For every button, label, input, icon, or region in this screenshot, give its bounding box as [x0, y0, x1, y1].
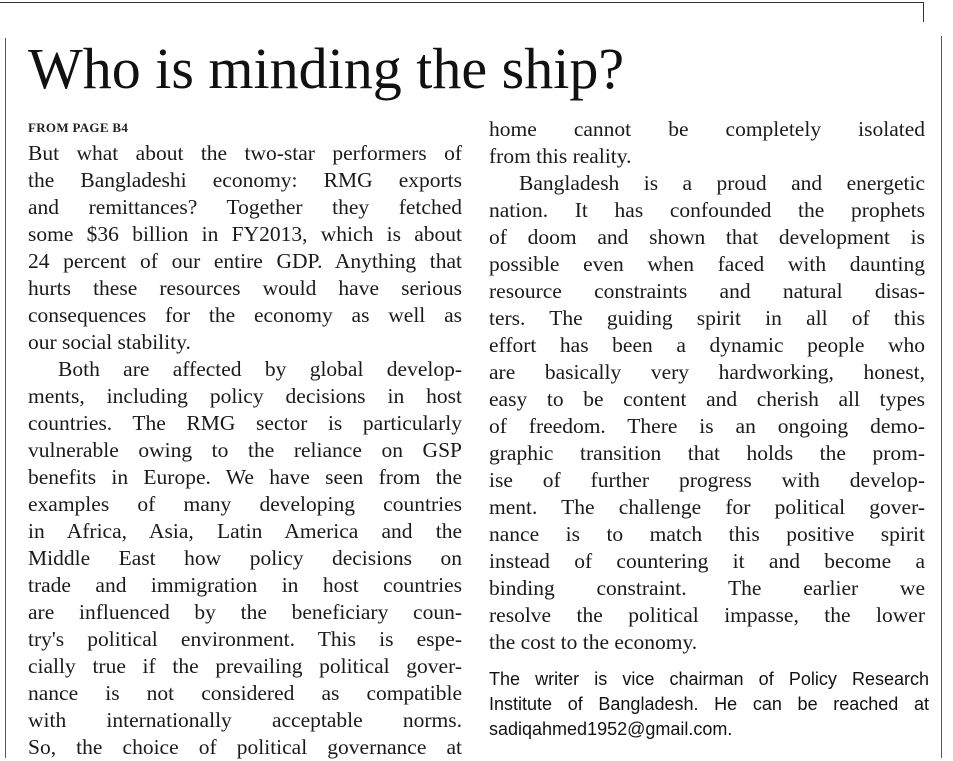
top-rule	[0, 2, 924, 3]
text-line: countries. The RMG sector is particularly	[28, 411, 462, 435]
text-line: nance is to match this positive spirit	[489, 522, 925, 546]
text-line: ments, including policy decisions in host	[28, 384, 462, 408]
text-line: graphic transition that holds the prom-	[489, 441, 925, 465]
text-line: of freedom. There is an ongoing demo-	[489, 414, 925, 438]
article-headline: Who is minding the ship?	[28, 36, 625, 101]
text-line: But what about the two-star performers of	[28, 141, 462, 165]
continued-from-label: FROM PAGE B4	[28, 120, 129, 135]
article-column-left	[28, 140, 462, 761]
author-email: sadiqahmed1952@gmail.com.	[489, 719, 733, 739]
text-line: Bangladesh is a proud and energetic	[519, 171, 925, 195]
text-line: ters. The guiding spirit in all of this	[489, 306, 925, 330]
text-line: effort has been a dynamic people who	[489, 333, 925, 357]
text-line: ise of further progress with develop-	[489, 468, 925, 492]
right-column-rule	[941, 36, 942, 758]
text-line: hurts these resources would have serious	[28, 276, 462, 300]
article-column-right	[489, 116, 925, 656]
author-note	[489, 667, 929, 742]
text-line: Both are affected by global develop-	[58, 357, 462, 381]
text-line: possible even when faced with daunting	[489, 252, 925, 276]
text-line: examples of many developing countries	[28, 492, 462, 516]
text-line: nance is not considered as compatible	[28, 681, 462, 705]
author-line: Institute of Bangladesh. He can be reached at	[489, 694, 929, 714]
text-line: try's political environment. This is espe-	[28, 627, 462, 651]
text-line: resolve the political impasse, the lower	[489, 603, 925, 627]
text-line: cially true if the prevailing political gover-	[28, 654, 462, 678]
text-line: and remittances? Together they fetched	[28, 195, 462, 219]
text-line: of doom and shown that development is	[489, 225, 925, 249]
text-line: the Bangladeshi economy: RMG exports	[28, 168, 462, 192]
text-line: with internationally acceptable norms.	[28, 708, 462, 732]
text-line: benefits in Europe. We have seen from the	[28, 465, 462, 489]
text-line: binding constraint. The earlier we	[489, 576, 925, 600]
left-column-rule	[5, 38, 6, 758]
text-line: are basically very hardworking, honest,	[489, 360, 925, 384]
text-line: from this reality.	[489, 144, 632, 168]
text-line: our social stability.	[28, 330, 191, 354]
text-line: ment. The challenge for political gover-	[489, 495, 925, 519]
text-line: resource constraints and natural disas-	[489, 279, 925, 303]
text-line: 24 percent of our entire GDP. Anything that	[28, 249, 462, 273]
text-line: the cost to the economy.	[489, 630, 698, 654]
text-line: consequences for the economy as well as	[28, 303, 462, 327]
text-line: home cannot be completely isolated	[489, 117, 925, 141]
text-line: Middle East how policy decisions on	[28, 546, 462, 570]
text-line: trade and immigration in host countries	[28, 573, 462, 597]
text-line: in Africa, Asia, Latin America and the	[28, 519, 462, 543]
text-line: nation. It has confounded the prophets	[489, 198, 925, 222]
top-right-rule	[923, 2, 924, 22]
text-line: are influenced by the beneficiary coun-	[28, 600, 462, 624]
text-line: vulnerable owing to the reliance on GSP	[28, 438, 462, 462]
author-line: The writer is vice chairman of Policy Research	[489, 669, 929, 689]
text-line: some $36 billion in FY2013, which is about	[28, 222, 462, 246]
text-line: So, the choice of political governance at	[28, 735, 462, 759]
text-line: easy to be content and cherish all types	[489, 387, 925, 411]
text-line: instead of countering it and become a	[489, 549, 925, 573]
